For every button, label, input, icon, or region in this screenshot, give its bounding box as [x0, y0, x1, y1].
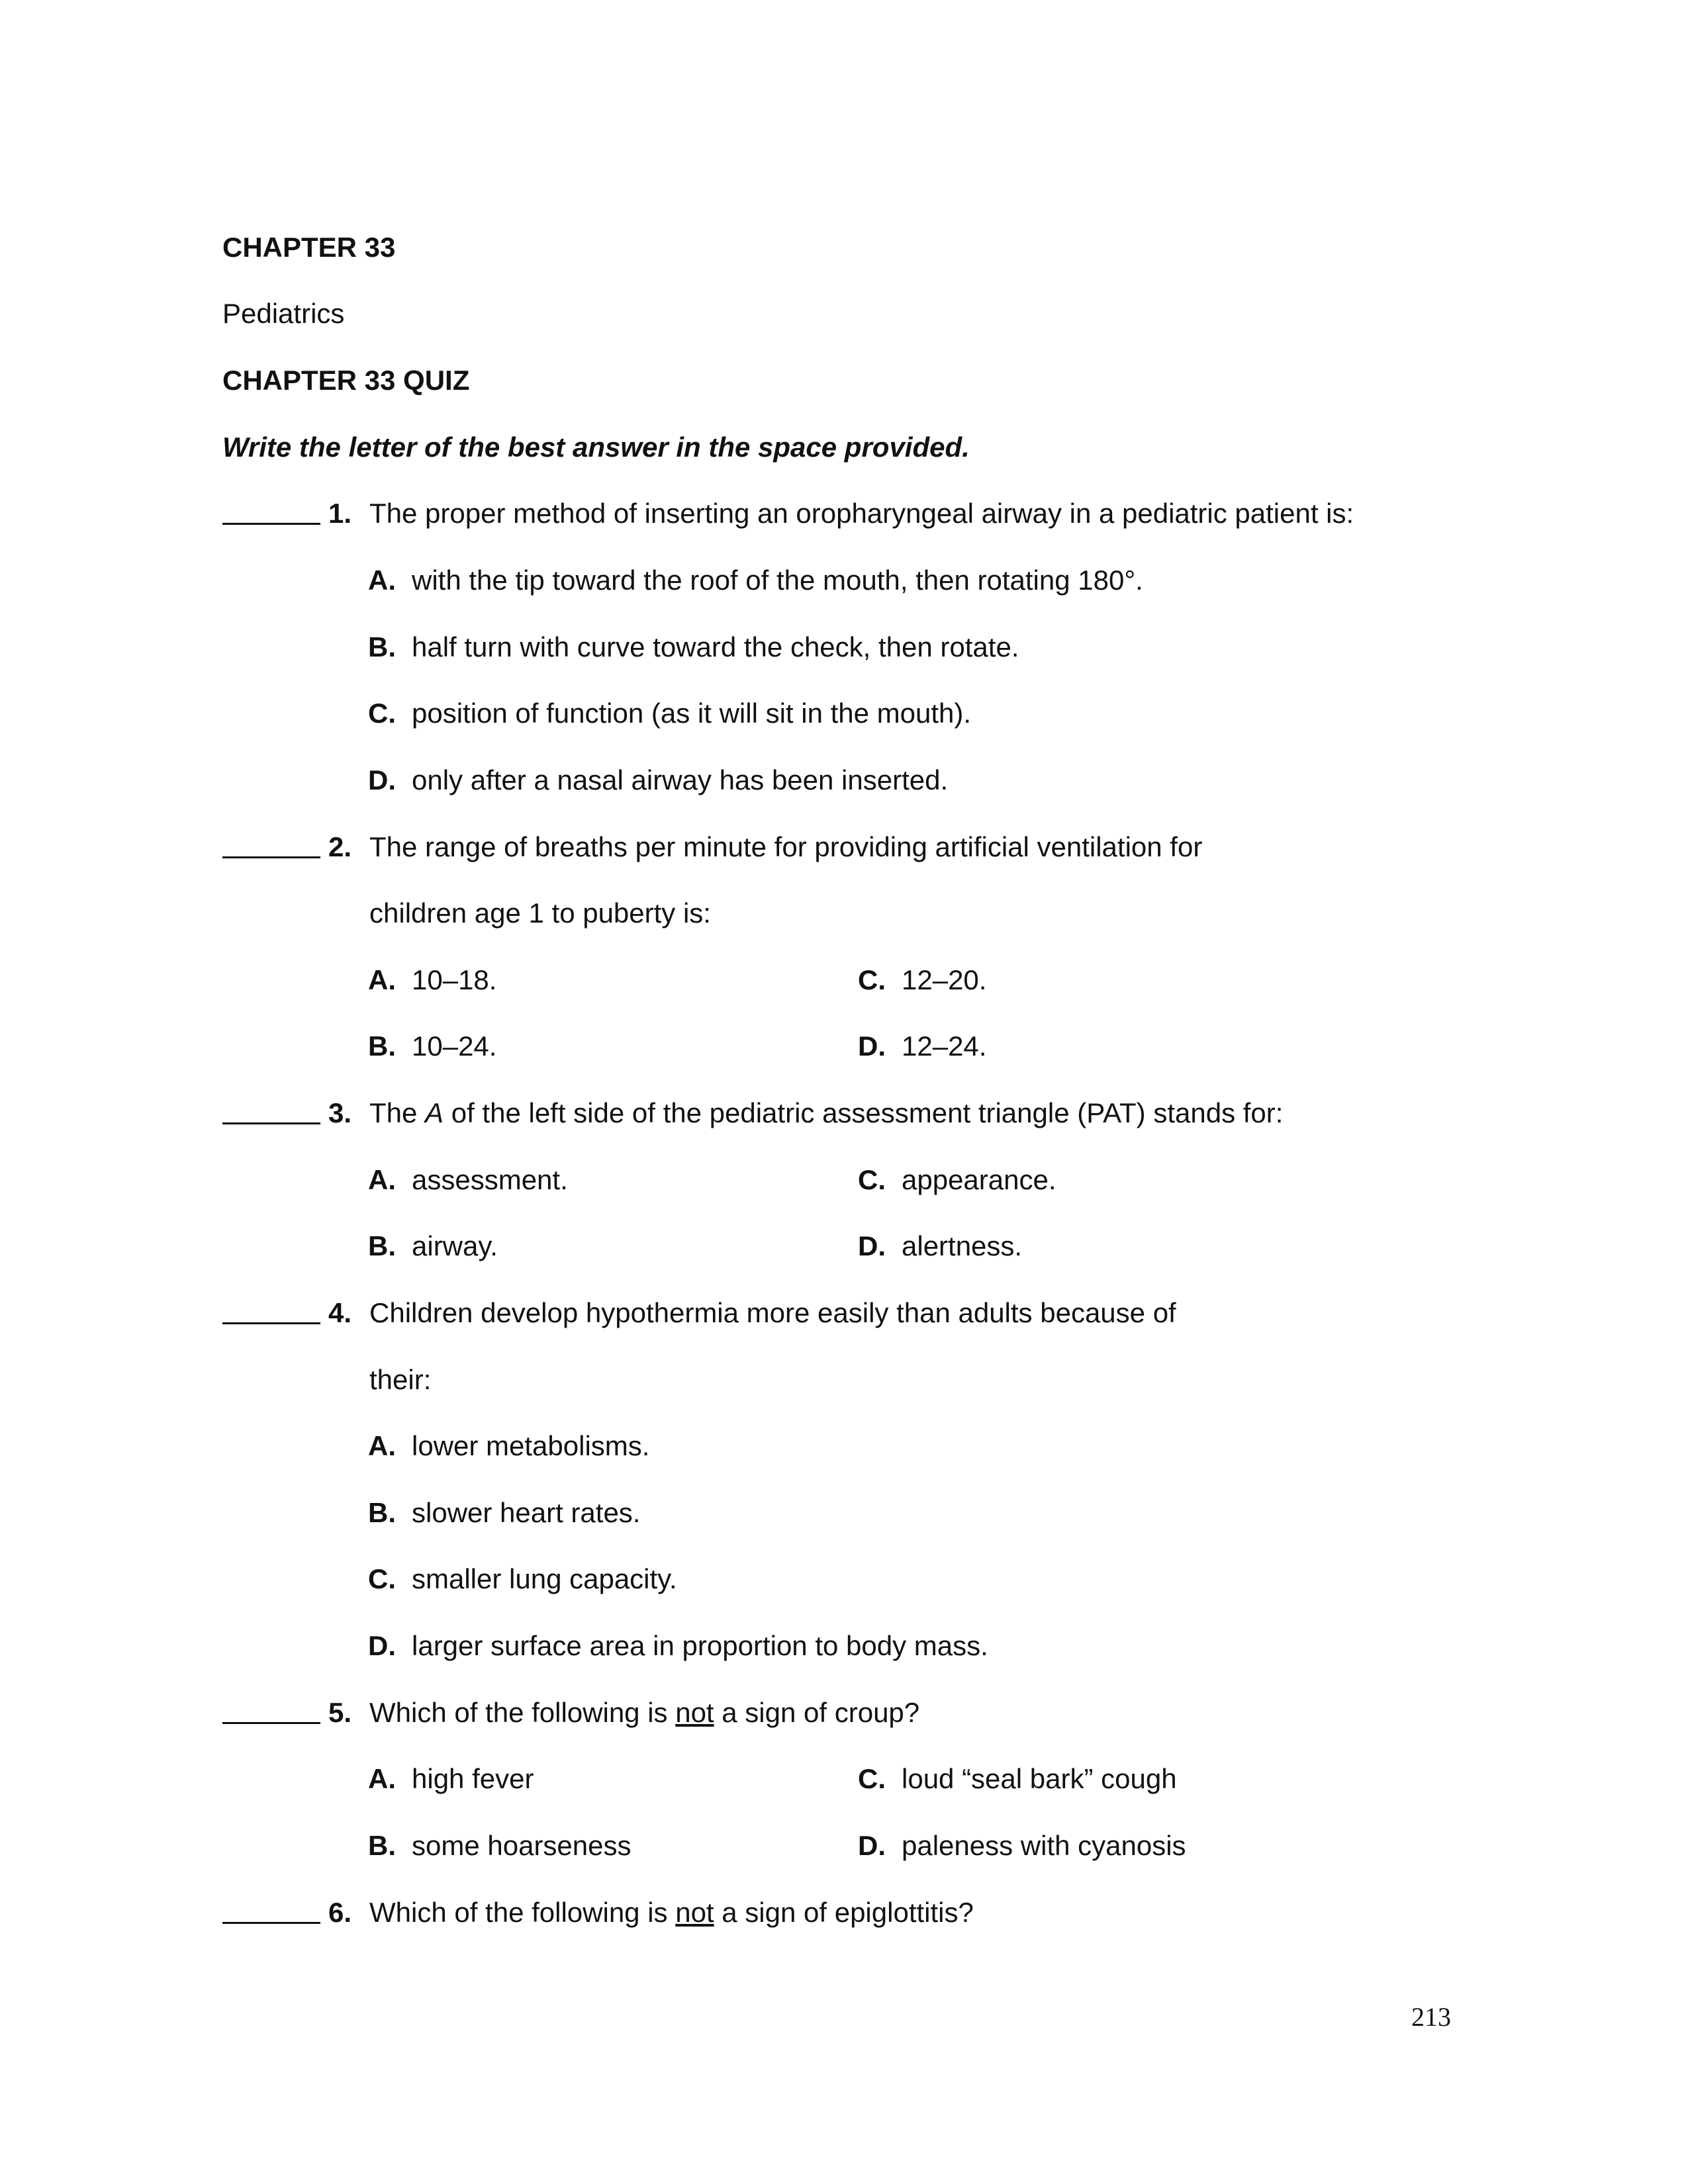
page-number: 213 [1411, 2002, 1451, 2032]
option-letter: A. [368, 1763, 396, 1794]
instructions-text: Write the letter of the best answer in the space provided. [222, 432, 970, 463]
question-text-part: Which of the following is [369, 1697, 676, 1728]
option-letter: D. [858, 1030, 886, 1062]
option-text: half turn with curve toward the check, then rotate. [412, 631, 1019, 662]
option-text: only after a nasal airway has been inserted. [412, 764, 949, 796]
option-letter: D. [858, 1830, 886, 1861]
question-text: Children develop hypothermia more easily than adults because of [369, 1297, 1176, 1328]
answer-blank-5[interactable] [222, 1722, 320, 1724]
option-letter: B. [368, 631, 396, 662]
option-text: paleness with cyanosis [902, 1830, 1186, 1861]
option-text: 10–24. [412, 1030, 497, 1062]
option-letter: C. [858, 964, 886, 995]
question-text: children age 1 to puberty is: [369, 897, 711, 929]
option-letter: B. [368, 1230, 396, 1261]
question-text: The proper method of inserting an oropharyngeal airway in a pediatric patient is: [369, 498, 1354, 529]
question-text-italic: A [425, 1097, 444, 1128]
question-text [369, 1096, 1283, 1130]
option-text: smaller lung capacity. [412, 1563, 677, 1594]
option-letter: A. [368, 964, 396, 995]
option-letter: B. [368, 1030, 396, 1062]
option-letter: D. [368, 1630, 396, 1661]
option-letter: B. [368, 1497, 396, 1528]
question-text-part: of the left side of the pediatric assessment triangle (PAT) stands for: [444, 1097, 1284, 1128]
question-number: 4. [328, 1297, 352, 1328]
question-text-underlined: not [675, 1697, 714, 1728]
option-letter: A. [368, 1430, 396, 1461]
option-letter: C. [858, 1164, 886, 1195]
question-text [369, 1696, 919, 1730]
answer-blank-4[interactable] [222, 1322, 320, 1324]
question-text: The range of breaths per minute for providing artificial ventilation for [369, 831, 1203, 862]
chapter-label: CHAPTER 33 [222, 232, 396, 263]
question-text-part: Which of the following is [369, 1897, 676, 1928]
quiz-title-label: CHAPTER 33 QUIZ [222, 365, 470, 396]
question-text-part: a sign of croup? [714, 1697, 920, 1728]
option-text: some hoarseness [412, 1830, 632, 1861]
option-letter: D. [368, 764, 396, 796]
option-text: alertness. [902, 1230, 1023, 1261]
answer-blank-1[interactable] [222, 523, 320, 525]
option-text: lower metabolisms. [412, 1430, 650, 1461]
option-text: airway. [412, 1230, 498, 1261]
option-letter: A. [368, 1164, 396, 1195]
question-number: 2. [328, 831, 352, 862]
question-text-part: The [369, 1097, 426, 1128]
question-number: 3. [328, 1097, 352, 1128]
question-number: 5. [328, 1697, 352, 1728]
answer-blank-6[interactable] [222, 1922, 320, 1924]
question-text-part: a sign of epiglottitis? [714, 1897, 974, 1928]
option-letter: A. [368, 565, 396, 596]
option-text: slower heart rates. [412, 1497, 641, 1528]
option-text: loud “seal bark” cough [902, 1763, 1177, 1794]
option-text: appearance. [902, 1164, 1056, 1195]
option-text: with the tip toward the roof of the mouth, then rotating 180°. [412, 565, 1143, 596]
option-text: 10–18. [412, 964, 497, 995]
option-text: assessment. [412, 1164, 568, 1195]
option-text: high fever [412, 1763, 534, 1794]
question-number: 1. [328, 498, 352, 529]
answer-blank-3[interactable] [222, 1122, 320, 1124]
question-number: 6. [328, 1897, 352, 1928]
option-letter: C. [368, 698, 396, 729]
option-letter: C. [368, 1563, 396, 1594]
option-letter: B. [368, 1830, 396, 1861]
subject-label: Pediatrics [222, 298, 345, 329]
question-text: their: [369, 1364, 432, 1395]
option-letter: D. [858, 1230, 886, 1261]
option-text: 12–24. [902, 1030, 987, 1062]
question-text [369, 1895, 974, 1930]
option-text: larger surface area in proportion to body mass. [412, 1630, 988, 1661]
answer-blank-2[interactable] [222, 856, 320, 858]
question-text-underlined: not [675, 1897, 714, 1928]
option-text: 12–20. [902, 964, 987, 995]
option-text: position of function (as it will sit in the mouth). [412, 698, 972, 729]
option-letter: C. [858, 1763, 886, 1794]
